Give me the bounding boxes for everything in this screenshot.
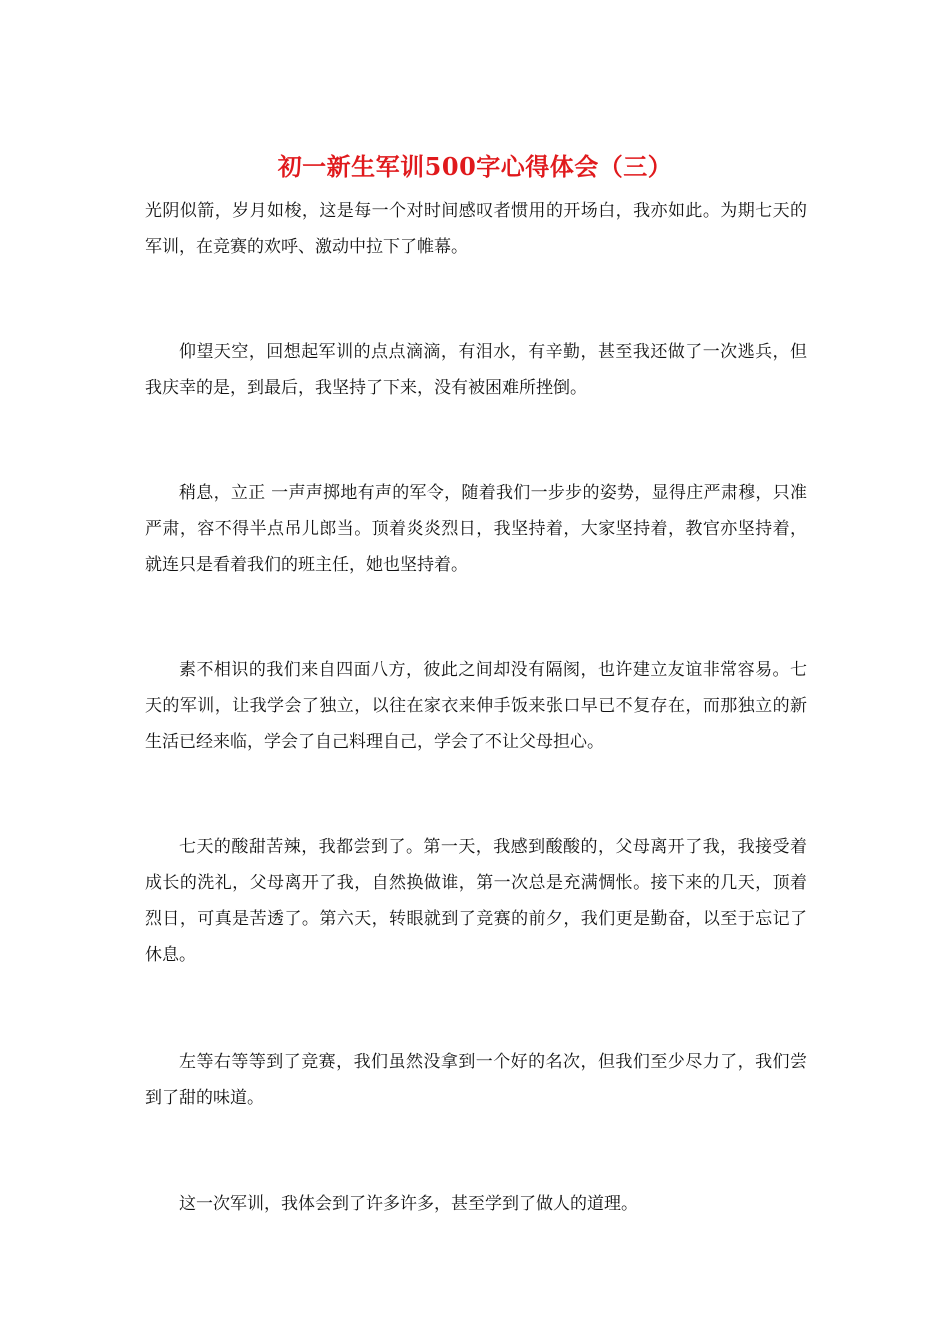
paragraph-4: 素不相识的我们来自四面八方，彼此之间却没有隔阂，也许建立友谊非常容易。七天的军训，让我学会了独立，以往在家衣来伸手饭来张口早已不复存在，而那独立的新生活已经来临，学会了自己料理自己，学会了不让父母担心。: [145, 660, 807, 752]
paragraph-3: 稍息，立正 一声声掷地有声的军令，随着我们一步步的姿势，显得庄严肃穆，只准严肃，容不得半点吊儿郎当。顶着炎炎烈日，我坚持着，大家坚持着，教官亦坚持着，就连只是看着我们的班主任，她也坚持着。: [145, 483, 807, 575]
paragraph-1: 光阴似箭，岁月如梭，这是每一个对时间感叹者惯用的开场白，我亦如此。为期七天的军训，在竞赛的欢呼、激动中拉下了帷幕。: [145, 201, 807, 257]
paragraph-6: 左等右等等到了竞赛，我们虽然没拿到一个好的名次，但我们至少尽力了，我们尝到了甜的味道。: [145, 1052, 807, 1108]
paragraph-7: 这一次军训，我体会到了许多许多，甚至学到了做人的道理。: [179, 1194, 638, 1214]
paragraph-5: 七天的酸甜苦辣，我都尝到了。第一天，我感到酸酸的，父母离开了我，我接受着成长的洗礼，父母离开了我，自然换做谁，第一次总是充满惆怅。接下来的几天，顶着烈日，可真是苦透了。第六天，转眼就到了竞赛的前夕，我们更是勤奋，以至于忘记了休息。: [145, 837, 807, 965]
document-title: 初一新生军训500字心得体会（三）: [277, 152, 673, 181]
paragraph-2: 仰望天空，回想起军训的点点滴滴，有泪水，有辛勤，甚至我还做了一次逃兵，但我庆幸的是，到最后，我坚持了下来，没有被困难所挫倒。: [145, 342, 807, 398]
